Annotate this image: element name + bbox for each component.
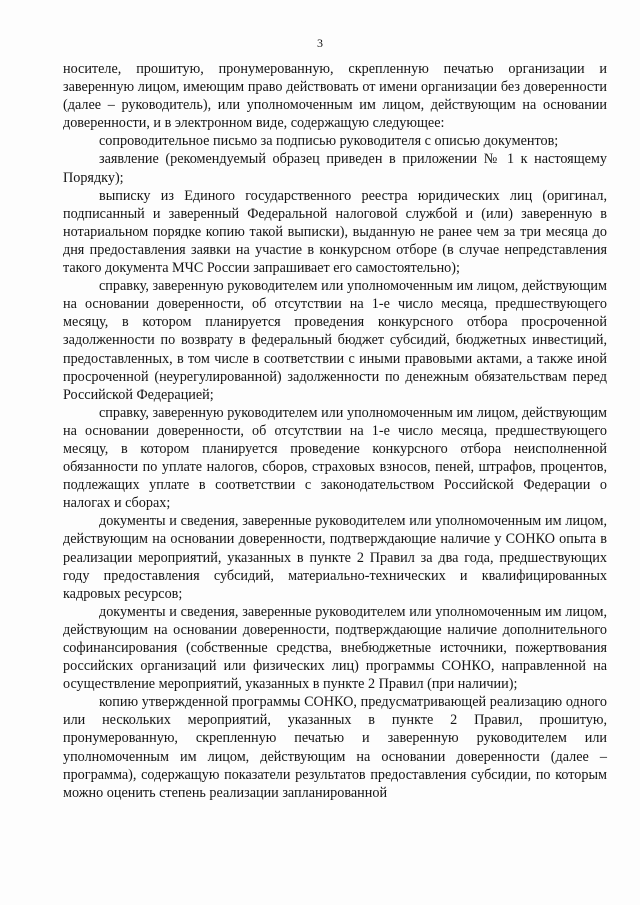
- list-item-no-tax-debt-certificate: справку, заверенную руководителем или уполномоченным им лицом, действующим на основании доверенности, об отсутствии на 1-е число месяца, предшествующего месяцу, в котором планируется проведение конкурсного отбора неисполненной обязанности по уплате налогов, сборов, страховых взносов, пеней, штрафов, процентов, подлежащих уплате в соответствии с законодательством Российской Федерации о налогах и сборах;: [63, 404, 607, 512]
- list-item-no-arrears-certificate: справку, заверенную руководителем или уполномоченным им лицом, действующим на основании доверенности, об отсутствии на 1-е число месяца, предшествующего месяцу, в котором планируется проведения конкурсного отбора просроченной задолженности по возврату в федеральный бюджет субсидий, бюджетных инвестиций, предоставленных, в том числе в соответствии с иными правовыми актами, а также иной просроченной (неурегулированной) задолженности по денежным обязательствам перед Российской Федерацией;: [63, 278, 607, 403]
- paragraph-continuation: носителе, прошитую, пронумерованную, скрепленную печатью организации и заверенную лицом, имеющим право действовать от имени организации без доверенности (далее – руководитель), или уполномоченным им лицом, действующим на основании доверенности, и в электронном виде, содержащую следующее:: [63, 61, 607, 132]
- page-number: 3: [317, 36, 323, 50]
- list-item-experience-documents: документы и сведения, заверенные руководителем или уполномоченным им лицом, действующим на основании доверенности, подтверждающие наличие у СОНКО опыта в реализации мероприятий, указанных в пункте 2 Правил за два года, предшествующих году предоставления субсидий, материально-технических и квалифицированных кадровых ресурсов;: [63, 513, 607, 602]
- list-item-cofinancing-documents: документы и сведения, заверенные руководителем или уполномоченным им лицом, действующим на основании доверенности, подтверждающие наличие дополнительного софинансирования (собственные средства, внебюджетные источники, пожертвования российских организаций или физических лиц) программы СОНКО, направленной на осуществление мероприятий, указанных в пункте 2 Правил (при наличии);: [63, 603, 607, 693]
- list-item-egrul-extract: выписку из Единого государственного реестра юридических лиц (оригинал, подписанный и заверенный Федеральной налоговой службой и (или) заверенную в нотариальном порядке копию такой выписки), выданную не ранее чем за три месяца до дня предоставления заявки на участие в конкурсном отборе (в случае непредставления такого документа МЧС России запрашивает его самостоятельно);: [63, 187, 607, 277]
- list-item-cover-letter: сопроводительное письмо за подписью руководителя с описью документов;: [99, 133, 559, 150]
- list-item-program-copy: копию утвержденной программы СОНКО, предусматривающей реализацию одного или нескольких мероприятий, указанных в пункте 2 Правил, прошитую, пронумерованную, скрепленную печатью и заверенную руководителем или уполномоченным им лицом, действующим на основании доверенности (далее – программа), содержащую показатели результатов предоставления субсидии, по которым можно оценить степень реализации запланированной: [63, 694, 607, 801]
- document-body: [63, 60, 607, 802]
- list-item-application: заявление (рекомендуемый образец приведен в приложении № 1 к настоящему Порядку);: [63, 151, 607, 186]
